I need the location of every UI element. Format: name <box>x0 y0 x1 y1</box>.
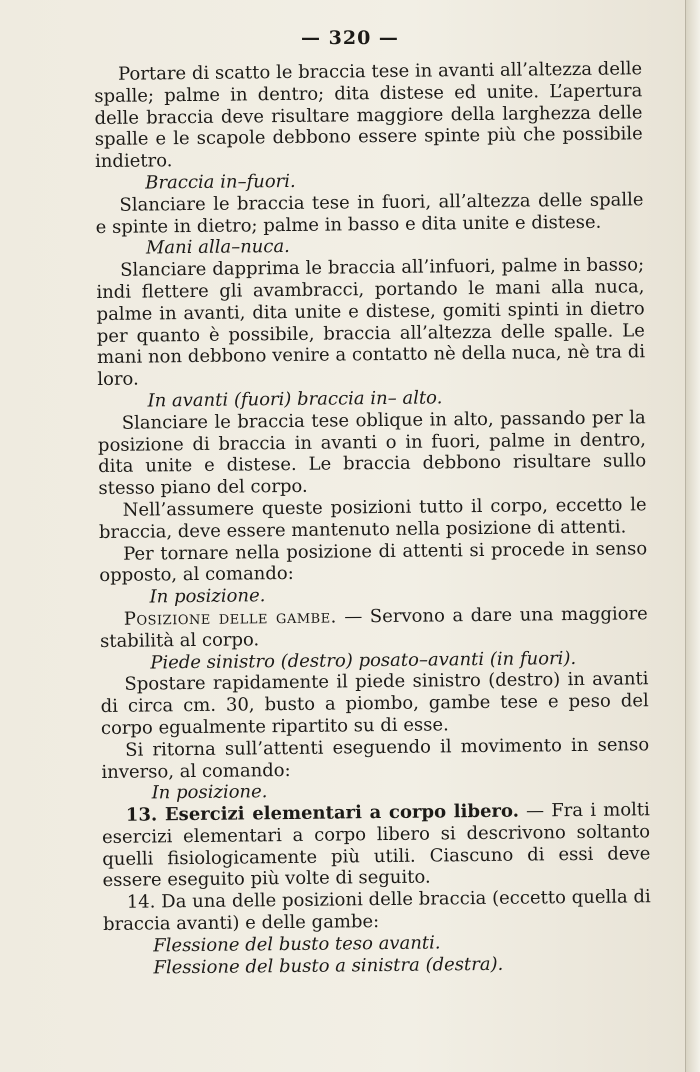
paragraph: 14. Da una delle posizioni delle braccia (eccetto quella di braccia avanti) e delle gambe: <box>102 886 651 936</box>
paragraph: Slanciare le braccia tese in fuori, all’altezza delle spalle e spinte in dietro; palme in basso e dita unite e distese. <box>95 189 644 238</box>
paragraph: Per tornare nella posizione di attenti si procede in senso opposto, al comando: <box>99 537 648 587</box>
exercise-heading: In avanti (fuori) braccia in– alto. <box>147 387 443 412</box>
paragraph: Nell’assumere queste posizioni tutto il corpo, eccetto le braccia, deve essere mantenuto nella posizione di attenti. <box>98 494 647 543</box>
numbered-paragraph <box>102 799 651 892</box>
section-text: — Servono a dare una maggiore stabilità al corpo. <box>99 603 648 652</box>
exercise-heading: Piede sinistro (destro) posato–avanti (in fuori). <box>150 647 577 673</box>
page-body <box>94 58 652 979</box>
paragraph: Slanciare le braccia tese oblique in alto, passando per la posizione di braccia in avanti o in fuori, palme in dentro, dita unite e distese. Le braccia debbono risultare sullo stesso piano del corpo. <box>97 406 647 500</box>
exercise-heading: Braccia in–fuori. <box>145 170 296 194</box>
page-number: — 320 — <box>301 27 399 49</box>
paragraph: Si ritorna sull’attenti eseguendo il movimento in senso inverso, al comando: <box>101 733 650 783</box>
paragraph: Portare di scatto le braccia tese in avanti all’altezza delle spalle; palme in dentro; dita distese ed unite. L’apertura delle braccia deve risultare maggiore della larghezza delle spalle e le scapole debbono essere spinte più che possibile indietro. <box>94 58 643 173</box>
command-heading: In posizione. <box>149 585 266 608</box>
exercise-heading: Mani alla–nuca. <box>145 236 290 259</box>
page-edge <box>685 0 700 1072</box>
exercise-heading: Flessione del busto teso avanti. <box>153 932 441 957</box>
numbered-text: — Fra i molti esercizi elementari a corpo libero si descrivono soltanto quelli fisiologicamente più utili. Ciascuno di essi deve essere eseguito più volte di seguito. <box>101 799 651 892</box>
section-paragraph <box>100 603 648 652</box>
paragraph: Spostare rapidamente il piede sinistro (destro) in avanti di circa cm. 30, busto a piombo, gambe tese e peso del corpo egualmente ripartito su di esse. <box>100 668 649 739</box>
numbered-lead: 13. Esercizi elementari a corpo libero. <box>125 800 520 826</box>
paragraph: Slanciare dapprima le braccia all’infuori, palme in basso; indi flettere gli avambracci, portando le mani alla nuca, palme in avanti, dita unite e distese, gomiti spinti in dietro per quanto è possibile, braccia all’altezza delle spalle. Le mani non debbono venire a contatto nè della nuca, nè tra di loro. <box>96 254 646 391</box>
command-heading: In posizione. <box>151 781 268 804</box>
exercise-heading: Flessione del busto a sinistra (destra). <box>153 953 504 979</box>
section-lead: Posizione delle gambe. <box>123 606 337 630</box>
